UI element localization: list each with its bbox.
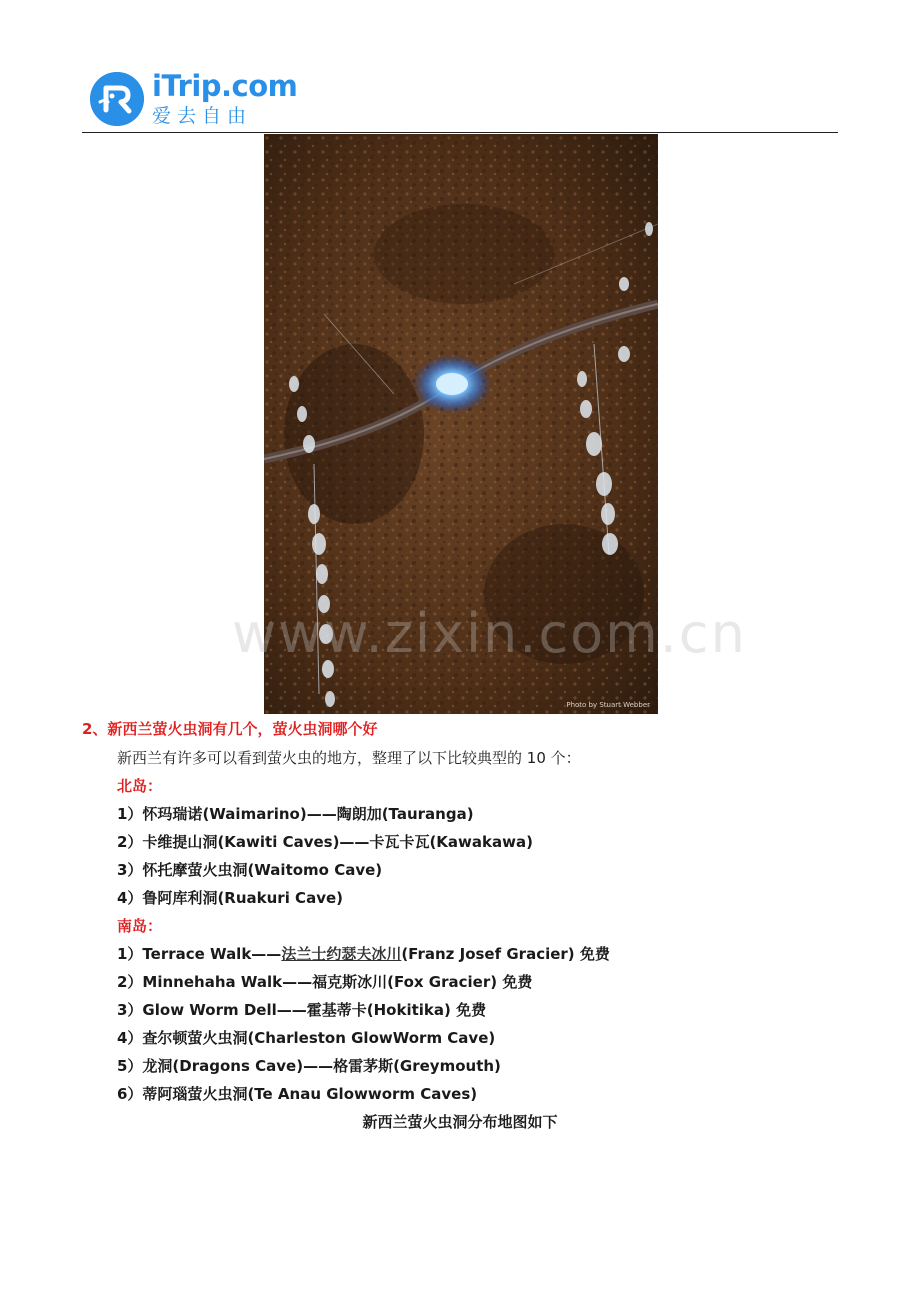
brand-name-cn: 爱去自由 [152,105,253,127]
brand-name[interactable]: iTrip.com [152,69,298,103]
site-header [90,70,310,128]
glowworm-photo [264,134,658,714]
franz-josef-link[interactable]: 法兰士约瑟夫冰川 [281,945,402,963]
header-divider [82,132,838,133]
south-item-6: 6）蒂阿瑙萤火虫洞(Te Anau Glowworm Caves) [117,1085,478,1103]
south-item-1 [117,943,610,964]
north-island-label: 北岛： [117,777,163,795]
photo-credit: Photo by Stuart Webber [566,701,650,709]
north-item-2: 2）卡维提山洞(Kawiti Caves)——卡瓦卡瓦(Kawakawa) [117,833,533,851]
south-item-4: 4）查尔顿萤火虫洞(Charleston GlowWorm Cave) [117,1029,496,1047]
south-island-label: 南岛： [117,917,163,935]
watermark: www.zixin.com.cn [232,602,747,665]
south-item-1-prefix: 1）Terrace Walk—— [117,945,282,963]
south-item-1-suffix: (Franz Josef Gracier) 免费 [401,945,610,963]
map-caption: 新西兰萤火虫洞分布地图如下 [362,1113,558,1131]
intro-text: 新西兰有许多可以看到萤火虫的地方，整理了以下比较典型的 10 个： [117,749,581,767]
south-item-5: 5）龙洞(Dragons Cave)——格雷茅斯(Greymouth) [117,1057,501,1075]
south-item-2: 2）Minnehaha Walk——福克斯冰川(Fox Gracier) 免费 [117,973,533,991]
south-item-3: 3）Glow Worm Dell——霍基蒂卡(Hokitika) 免费 [117,1001,487,1019]
north-item-1: 1）怀玛瑞诺(Waimarino)——陶朗加(Tauranga) [117,805,474,823]
north-item-3: 3）怀托摩萤火虫洞(Waitomo Cave) [117,861,383,879]
section-title: 2、新西兰萤火虫洞有几个，萤火虫洞哪个好 [82,720,378,738]
itrip-logo-icon[interactable] [90,72,144,126]
north-item-4: 4）鲁阿库利洞(Ruakuri Cave) [117,889,343,907]
